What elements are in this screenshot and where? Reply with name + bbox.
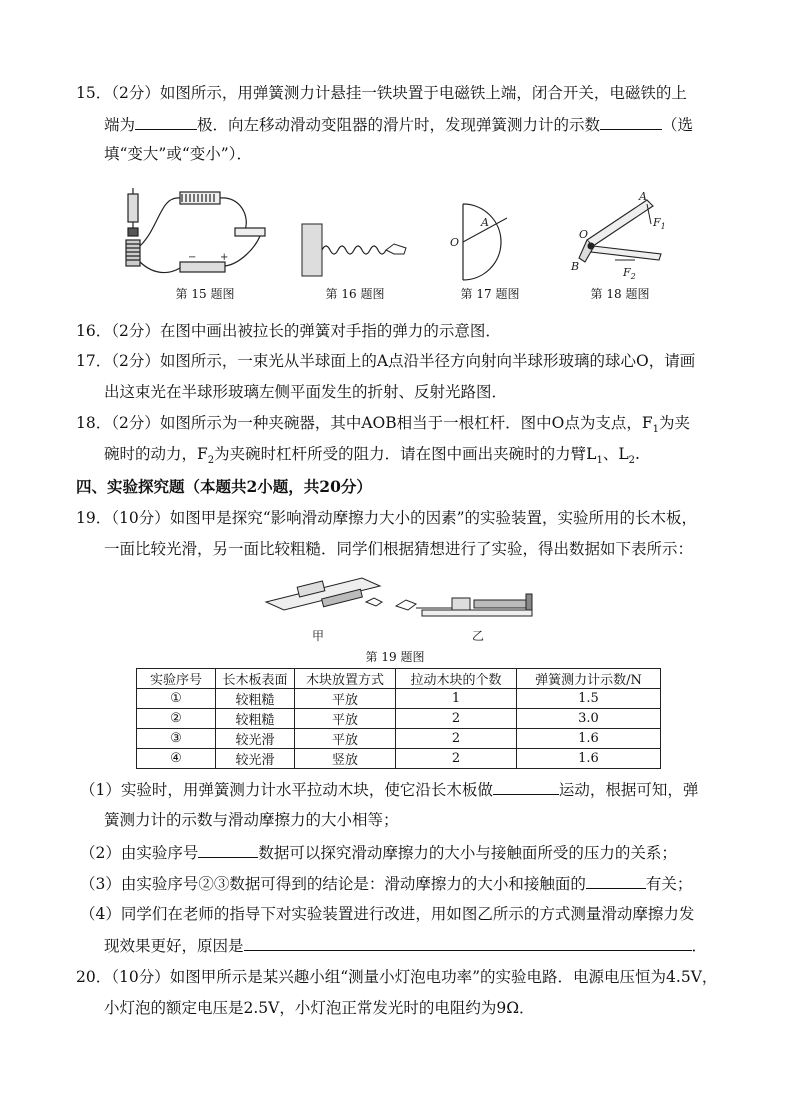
table-cell: 竖放	[295, 749, 396, 769]
table-cell: 1.5	[517, 689, 661, 709]
board-yi-icon	[422, 610, 532, 616]
q19-s3-text-a: （3）由实验序号②③数据可得到的结论是：滑动摩擦力的大小和接触面的	[80, 875, 586, 893]
q19-s4-text-b: ．	[691, 937, 708, 955]
q19-blank-motion[interactable]	[493, 778, 559, 795]
spring-scale-icon	[128, 194, 138, 222]
q19-s2-text-b: 数据可以探究滑动摩擦力的大小与接触面所受的压力的关系；	[258, 844, 677, 862]
q19-s4-line2	[104, 934, 707, 957]
q19-s1-text-b: 运动，根据可知，弹	[558, 781, 699, 799]
table-cell: 2	[396, 749, 517, 769]
table-row	[137, 749, 661, 769]
q18-sub-f2: 2	[207, 455, 215, 467]
table-cell: ③	[137, 729, 216, 749]
switch-icon	[235, 228, 265, 236]
q19-blank-reason[interactable]	[244, 934, 692, 951]
q18-text-c: 碗时的动力，F	[104, 445, 208, 463]
label-o: O	[450, 236, 460, 249]
table-header-row	[137, 669, 661, 689]
table-cell: 较粗糙	[216, 689, 295, 709]
spring-icon	[322, 246, 386, 254]
table-cell: 平放	[295, 709, 396, 729]
col-header: 实验序号	[137, 669, 216, 689]
table-cell: 1.6	[517, 749, 661, 769]
plus-sign: +	[220, 252, 229, 263]
table-row	[137, 729, 661, 749]
lever-lower-icon	[591, 246, 661, 260]
q15-blank-reading[interactable]	[600, 113, 662, 130]
q17-line1: 17．（2分）如图所示，一束光从半球面上的A点沿半径方向射向半球形玻璃的球心O，请画	[76, 352, 696, 370]
caption-fig18: 第 18 题图	[590, 287, 650, 301]
q18-sub-f1: 1	[652, 424, 659, 436]
q19-blank-serial[interactable]	[198, 841, 258, 858]
q19-s2	[80, 841, 677, 864]
table-cell: 平放	[295, 729, 396, 749]
caption-fig16: 第 16 题图	[325, 287, 385, 301]
caption-fig15: 第 15 题图	[175, 287, 235, 301]
table-cell: 2	[396, 709, 517, 729]
caption-fig17: 第 17 题图	[460, 287, 520, 301]
label-yi: 乙	[472, 629, 485, 643]
label-o18: O	[579, 228, 589, 241]
label-f1: $F_1$	[653, 216, 666, 231]
q19-s1-line1	[80, 778, 698, 801]
q18-text-f: .	[634, 445, 640, 463]
q18-text-e: 、L	[602, 445, 629, 463]
q19-s4-line1: （4）同学们在老师的指导下对实验装置进行改进，用如图乙所示的方式测量滑动摩擦力发	[80, 905, 695, 923]
col-header: 拉动木块的个数	[396, 669, 517, 689]
table-cell: 较光滑	[216, 749, 295, 769]
scale-yi-icon	[474, 600, 526, 608]
fig17-hemisphere	[445, 200, 535, 284]
q15-text-a: 端为	[104, 116, 136, 134]
table-cell: 较粗糙	[216, 709, 295, 729]
q18-sub-l1: 1	[596, 455, 603, 467]
label-a: A	[481, 216, 489, 229]
q19-s2-text-a: （2）由实验序号	[80, 844, 199, 862]
q15-line3: 填“变大”或“变小”）．	[104, 145, 252, 163]
minus-sign: −	[188, 252, 197, 263]
q15-line2	[104, 113, 693, 136]
q16-line1: 16．（2分）在图中画出被拉长的弹簧对手指的弹力的示意图．	[76, 322, 501, 340]
caption-fig19: 第 19 题图	[365, 650, 425, 664]
table-cell: 平放	[295, 689, 396, 709]
q18-text-a: 18．（2分）如图所示为一种夹碗器，其中AOB相当于一根杠杆．图中O点为支点，F	[76, 414, 653, 432]
fig18-clamp	[565, 188, 675, 284]
section-title: 四、实验探究题（本题共2小题，共20分）	[76, 477, 372, 496]
q20-line1: 20．（10分）如图甲所示是某兴趣小组“测量小灯泡电功率”的实验电路．电源电压恒为4.5V，	[76, 968, 718, 986]
table-cell: 1.6	[517, 729, 661, 749]
label-b18: B	[571, 260, 580, 273]
q19-line1: 19．（10分）如图甲是探究“影响滑动摩擦力大小的因素”的实验装置，实验所用的长木板，	[76, 509, 698, 527]
q18-sub-l2: 2	[628, 455, 635, 467]
hand-jia-icon	[366, 598, 382, 606]
table-cell: 2	[396, 729, 517, 749]
q15-text-c: （选	[662, 116, 694, 134]
label-a18: A	[639, 190, 647, 203]
table-row	[137, 709, 661, 729]
col-header: 弹簧测力计示数/N	[517, 669, 661, 689]
table-cell: 较光滑	[216, 729, 295, 749]
data-table	[136, 668, 661, 769]
col-header: 长木板表面	[216, 669, 295, 689]
block-yi-icon	[452, 598, 470, 610]
label-jia: 甲	[312, 629, 325, 643]
q19-s3-text-b: 有关；	[645, 875, 693, 893]
table-cell: ①	[137, 689, 216, 709]
hand-yi-icon	[396, 600, 416, 610]
q15-text-b: 极．向左移动滑动变阻器的滑片时，发现弹簧测力计的示数	[197, 116, 601, 134]
table-cell: ④	[137, 749, 216, 769]
table-cell: 1	[396, 689, 517, 709]
wall-icon	[302, 224, 322, 276]
finger-icon	[386, 244, 406, 254]
q15-blank-pole[interactable]	[135, 113, 197, 130]
q17-line2: 出这束光在半球形玻璃左侧平面发生的折射、反射光路图．	[104, 383, 508, 401]
q19-s3	[80, 872, 692, 895]
fig16-spring	[300, 222, 410, 280]
fig19-apparatus	[262, 572, 534, 644]
q15-line1: 15．（2分）如图所示，用弹簧测力计悬挂一铁块置于电磁铁上端，闭合开关，电磁铁的上	[76, 84, 687, 102]
q18-line1	[76, 412, 690, 441]
q18-text-b: 为夹	[658, 414, 690, 432]
table-cell: ②	[137, 709, 216, 729]
lever-upper-icon	[587, 200, 653, 246]
q19-blank-surface[interactable]	[586, 872, 646, 889]
q19-s1-text-a: （1）实验时，用弹簧测力计水平拉动木块，使它沿长木板做	[80, 781, 493, 799]
table-row	[137, 689, 661, 709]
q18-line2	[104, 443, 640, 472]
battery-icon	[180, 262, 225, 272]
fig15-circuit	[120, 186, 280, 282]
q19-s4-text-a: 现效果更好，原因是	[104, 937, 244, 955]
label-f2: $F_2$	[623, 266, 636, 281]
q18-text-d: 为夹碗时杠杆所受的阻力．请在图中画出夹碗时的力臂L	[214, 445, 597, 463]
q20-line2: 小灯泡的额定电压是2.5V，小灯泡正常发光时的电阻约为9Ω．	[104, 999, 535, 1017]
col-header: 木块放置方式	[295, 669, 396, 689]
q19-line2: 一面比较光滑，另一面比较粗糙．同学们根据猜想进行了实验，得出数据如下表所示：	[104, 540, 694, 558]
table-cell: 3.0	[517, 709, 661, 729]
q19-s1-line2: 簧测力计的示数与滑动摩擦力的大小相等；	[104, 811, 399, 829]
